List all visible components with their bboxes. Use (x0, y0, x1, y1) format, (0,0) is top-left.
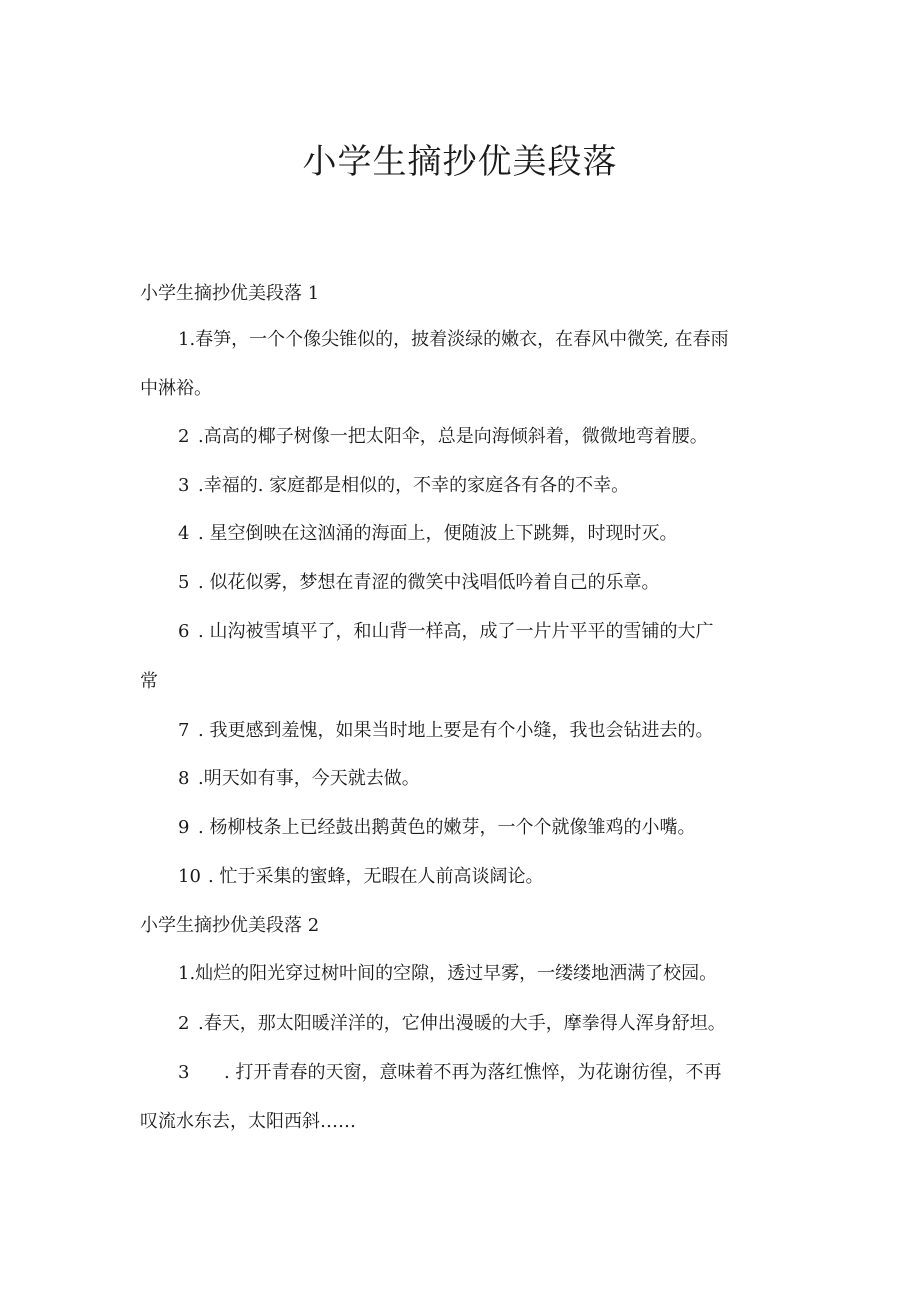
list-item (178, 962, 717, 986)
item-number: 1 (178, 963, 190, 984)
item-text: .春天，那太阳暖洋洋的，它伸出漫暖的大手，摩拳得人浑身舒坦。 (198, 1013, 726, 1034)
item-number: 2 (178, 1013, 190, 1034)
item-number: 3 (178, 475, 190, 496)
item-text: .幸福的. 家庭都是相似的，不幸的家庭各有各的不幸。 (198, 475, 630, 496)
item-number: 6 (178, 621, 190, 642)
list-item (178, 474, 629, 498)
item-text: .高高的椰子树像一把太阳伞，总是向海倾斜着，微微地弯着腰。 (198, 426, 708, 447)
list-item (178, 1012, 726, 1036)
item-number: 2 (178, 426, 190, 447)
list-item (178, 719, 713, 743)
list-item (178, 865, 543, 889)
list-item (178, 571, 659, 595)
item-number: 9 (178, 817, 190, 838)
item-number: 1 (178, 329, 190, 350)
item-text: . 似花似雾，梦想在青涩的微笑中浅唱低吟着自己的乐章。 (198, 572, 660, 593)
item-text: . 杨柳枝条上已经鼓出鹅黄色的嫩芽，一个个就像雏鸡的小嘴。 (198, 817, 696, 838)
document-title: 小学生摘抄优美段落 (302, 142, 618, 182)
item-text: . 星空倒映在这汹涌的海面上，便随波上下跳舞，时现时灭。 (198, 523, 678, 544)
item-number: 5 (178, 572, 190, 593)
section-heading: 小学生摘抄优美段落 1 (140, 283, 320, 304)
item-continuation: 常 (140, 671, 158, 692)
item-text: .春笋，一个个像尖锥似的，披着淡绿的嫩衣，在春风中微笑, 在春雨 (189, 329, 729, 350)
list-item (178, 767, 420, 791)
list-item (178, 620, 713, 644)
item-number: 8 (178, 768, 190, 789)
item-continuation: 叹流水东去，太阳西斜…… (140, 1111, 356, 1132)
item-text: . 我更感到羞愧，如果当时地上要是有个小缝，我也会钻进去的。 (198, 720, 714, 741)
list-item (178, 425, 708, 449)
item-continuation: 中淋裕。 (140, 378, 212, 399)
list-item (178, 328, 729, 352)
section-heading: 小学生摘抄优美段落 2 (140, 915, 320, 936)
item-number: 7 (178, 720, 190, 741)
item-text: . 打开青春的天窗，意味着不再为落红憔悴，为花谢彷徨，不再 (224, 1062, 722, 1083)
item-text: . 山沟被雪填平了，和山背一样高，成了一片片平平的雪铺的大广 (198, 621, 714, 642)
item-number: 3 (178, 1062, 190, 1083)
list-item (178, 816, 695, 840)
item-text: .灿烂的阳光穿过树叶间的空隙，透过早雾，一缕缕地洒满了校园。 (189, 963, 718, 984)
item-number: 10 (178, 866, 201, 887)
item-text: . 忙于采集的蜜蜂，无暇在人前高谈阔论。 (208, 866, 544, 887)
item-number: 4 (178, 523, 190, 544)
list-item (178, 522, 677, 546)
list-item (178, 1061, 721, 1085)
item-text: .明天如有事，今天就去做。 (198, 768, 420, 789)
